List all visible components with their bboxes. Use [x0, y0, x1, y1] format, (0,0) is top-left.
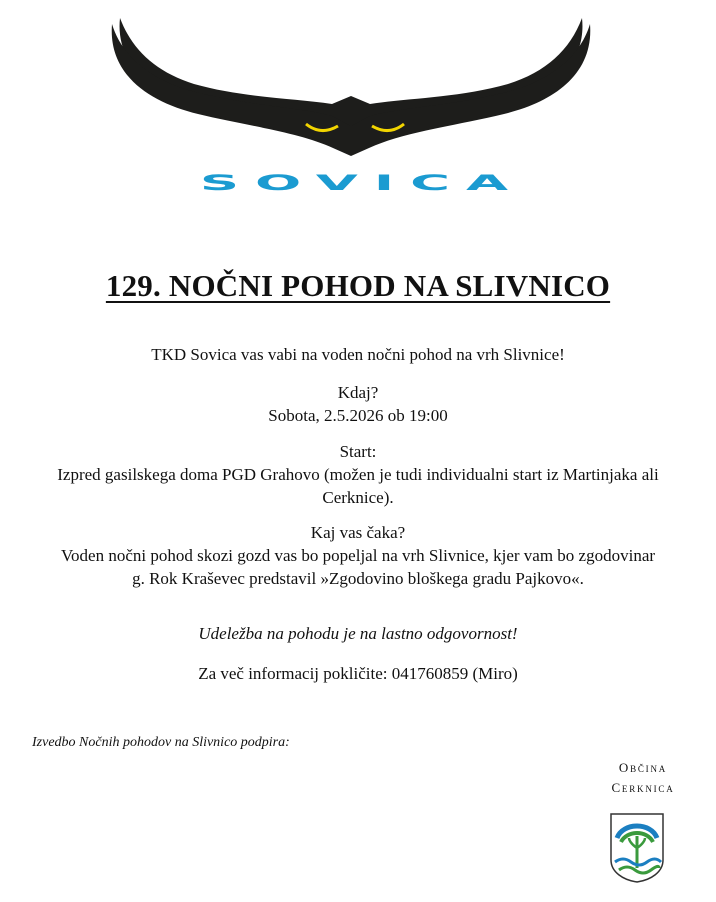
- when-section: [30, 381, 686, 427]
- start-label: Start:: [339, 442, 377, 461]
- support-text: Izvedbo Nočnih pohodov na Slivnico podpira:: [32, 735, 290, 750]
- start-line-2: Cerknice).: [322, 488, 394, 507]
- logo-text: SOVICA: [199, 170, 525, 196]
- when-value: Sobota, 2.5.2026 ob 19:00: [268, 406, 448, 425]
- sponsor-line-2: Cerknica: [611, 780, 675, 795]
- owl-wings-icon: [112, 18, 591, 156]
- contact-text: Za več informacij pokličite: 041760859 (Miro): [198, 664, 518, 683]
- intro-text: TKD Sovica vas vabi na voden nočni pohod na vrh Slivnice!: [151, 345, 565, 364]
- expect-label: Kaj vas čaka?: [310, 523, 406, 542]
- when-label: Kdaj?: [337, 383, 379, 402]
- start-section: [30, 440, 686, 509]
- expect-line-1: Voden nočni pohod skozi gozd vas bo popeljal na vrh Slivnice, kjer vam bo zgodovinar: [60, 546, 656, 565]
- sovica-logo: [108, 14, 594, 199]
- sponsor-name: [588, 758, 698, 798]
- expect-section: [30, 521, 686, 590]
- disclaimer-text: Udeležba na pohodu je na lastno odgovornost!: [198, 624, 518, 643]
- page-title: 129. NOČNI POHOD NA SLIVNICO: [105, 268, 611, 303]
- expect-line-2: g. Rok Kraševec predstavil »Zgodovino bloškega gradu Pajkovo«.: [132, 569, 584, 588]
- start-line-1: Izpred gasilskega doma PGD Grahovo (možen je tudi individualni start iz Martinjaka ali: [57, 465, 659, 484]
- sponsor-line-1: Občina: [618, 760, 668, 775]
- cerknica-crest-icon: [609, 812, 665, 884]
